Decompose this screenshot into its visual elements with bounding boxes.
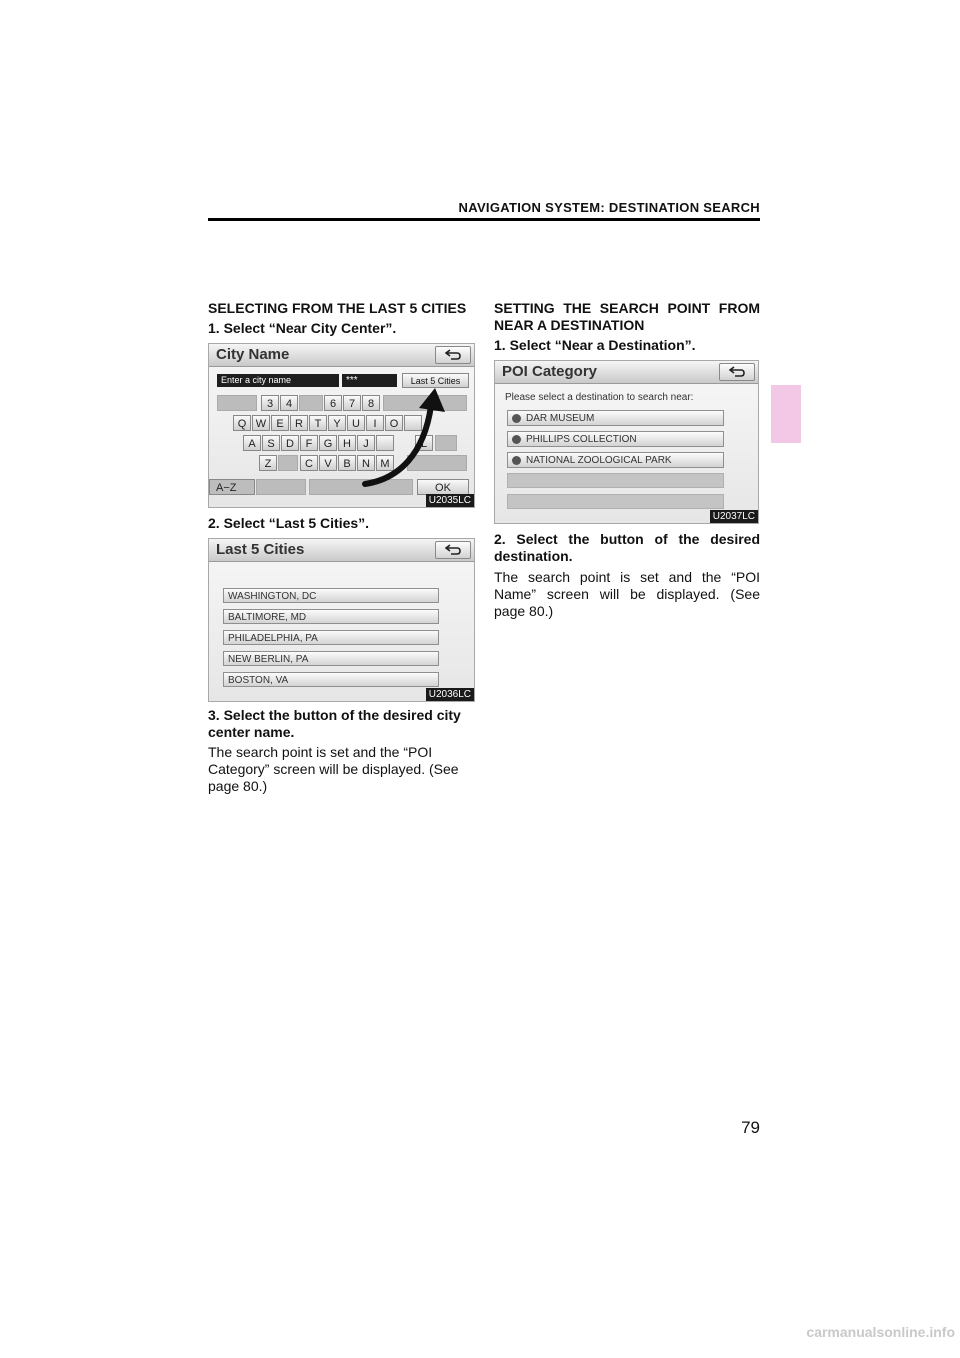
- left-heading: SELECTING FROM THE LAST 5 CITIES: [208, 300, 467, 316]
- key-disabled: [217, 395, 257, 411]
- right-body: The search point is set and the “POI Name” screen will be displayed. (See page 80.): [494, 569, 760, 619]
- right-heading: SETTING THE SEARCH POINT FROM NEAR A DESTINATION: [494, 300, 760, 333]
- city-input-value: ***: [342, 374, 397, 387]
- key[interactable]: D: [281, 435, 299, 451]
- key[interactable]: 6: [324, 395, 342, 411]
- screen-title-bar: [495, 361, 758, 384]
- left-step-2: 2. Select “Last 5 Cities”.: [208, 515, 370, 531]
- footer-watermark: carmanualsonline.info: [806, 1324, 955, 1340]
- key[interactable]: B: [338, 455, 356, 471]
- key[interactable]: W: [252, 415, 270, 431]
- key[interactable]: Z: [259, 455, 277, 471]
- left-body: The search point is set and the “POI Category” screen will be displayed. (See page 80.): [208, 744, 459, 794]
- key-disabled: [299, 395, 323, 411]
- section-header: NAVIGATION SYSTEM: DESTINATION SEARCH: [458, 200, 760, 215]
- key[interactable]: T: [309, 415, 327, 431]
- key[interactable]: Q: [233, 415, 251, 431]
- screen-title-bar: [209, 539, 474, 562]
- poi-prompt: Please select a destination to search near:: [505, 392, 694, 403]
- poi-list-item[interactable]: [507, 431, 724, 447]
- figure-code: U2037LC: [710, 510, 758, 523]
- key[interactable]: 7: [343, 395, 361, 411]
- left-step-3: 3. Select the button of the desired city center name.: [208, 707, 461, 740]
- figure-code: U2036LC: [426, 688, 474, 701]
- screen-title: City Name: [216, 346, 290, 363]
- key[interactable]: M: [376, 455, 394, 471]
- key-disabled: [256, 479, 306, 495]
- key[interactable]: A: [243, 435, 261, 451]
- last-5-cities-button[interactable]: Last 5 Cities: [402, 373, 469, 388]
- key[interactable]: R: [290, 415, 308, 431]
- ok-button[interactable]: OK: [417, 479, 469, 495]
- key[interactable]: C: [300, 455, 318, 471]
- poi-item-label: NATIONAL ZOOLOGICAL PARK: [526, 455, 672, 466]
- pointer-arrow-icon: [359, 384, 449, 489]
- key[interactable]: V: [319, 455, 337, 471]
- poi-icon: [512, 435, 521, 444]
- section-tab: [771, 385, 801, 443]
- key[interactable]: E: [271, 415, 289, 431]
- key[interactable]: H: [338, 435, 356, 451]
- key[interactable]: S: [262, 435, 280, 451]
- city-name-screen: [208, 343, 475, 508]
- city-list-item[interactable]: WASHINGTON, DC: [223, 588, 439, 603]
- key[interactable]: I: [366, 415, 384, 431]
- screen-title-bar: [209, 344, 474, 367]
- a-z-button[interactable]: A−Z: [209, 479, 255, 495]
- screen-title: POI Category: [502, 363, 598, 380]
- empty-list-slot: [507, 473, 724, 488]
- key[interactable]: 3: [261, 395, 279, 411]
- key[interactable]: U: [347, 415, 365, 431]
- screen-title: Last 5 Cities: [216, 541, 305, 558]
- back-button[interactable]: [435, 346, 471, 364]
- right-step-1: 1. Select “Near a Destination”.: [494, 337, 696, 353]
- key-disabled: [278, 455, 298, 471]
- return-arrow-icon: [445, 544, 461, 555]
- poi-list-item[interactable]: [507, 410, 724, 426]
- back-button[interactable]: [435, 541, 471, 559]
- right-step-2: 2. Select the button of the desired destination.: [494, 531, 760, 564]
- poi-category-screen: [494, 360, 759, 524]
- key[interactable]: L: [415, 435, 433, 451]
- header-rule: [208, 218, 760, 221]
- city-list-item[interactable]: PHILADELPHIA, PA: [223, 630, 439, 645]
- poi-icon: [512, 414, 521, 423]
- key[interactable]: F: [300, 435, 318, 451]
- last-5-cities-screen: [208, 538, 475, 702]
- key[interactable]: 8: [362, 395, 380, 411]
- key[interactable]: G: [319, 435, 337, 451]
- return-arrow-icon: [445, 349, 461, 360]
- return-arrow-icon: [729, 366, 745, 377]
- city-list-item[interactable]: BOSTON, VA: [223, 672, 439, 687]
- key[interactable]: N: [357, 455, 375, 471]
- empty-list-slot: [507, 494, 724, 509]
- key[interactable]: O: [385, 415, 403, 431]
- back-button[interactable]: [719, 363, 755, 381]
- poi-list-item[interactable]: [507, 452, 724, 468]
- poi-item-label: PHILLIPS COLLECTION: [526, 434, 637, 445]
- city-list-item[interactable]: BALTIMORE, MD: [223, 609, 439, 624]
- poi-item-label: DAR MUSEUM: [526, 413, 595, 424]
- poi-icon: [512, 456, 521, 465]
- key[interactable]: J: [357, 435, 375, 451]
- page-number: 79: [741, 1118, 760, 1137]
- city-input[interactable]: Enter a city name: [217, 374, 339, 387]
- city-list-item[interactable]: NEW BERLIN, PA: [223, 651, 439, 666]
- left-step-1: 1. Select “Near City Center”.: [208, 320, 397, 336]
- figure-code: U2035LC: [426, 494, 474, 507]
- key[interactable]: Y: [328, 415, 346, 431]
- key[interactable]: 4: [280, 395, 298, 411]
